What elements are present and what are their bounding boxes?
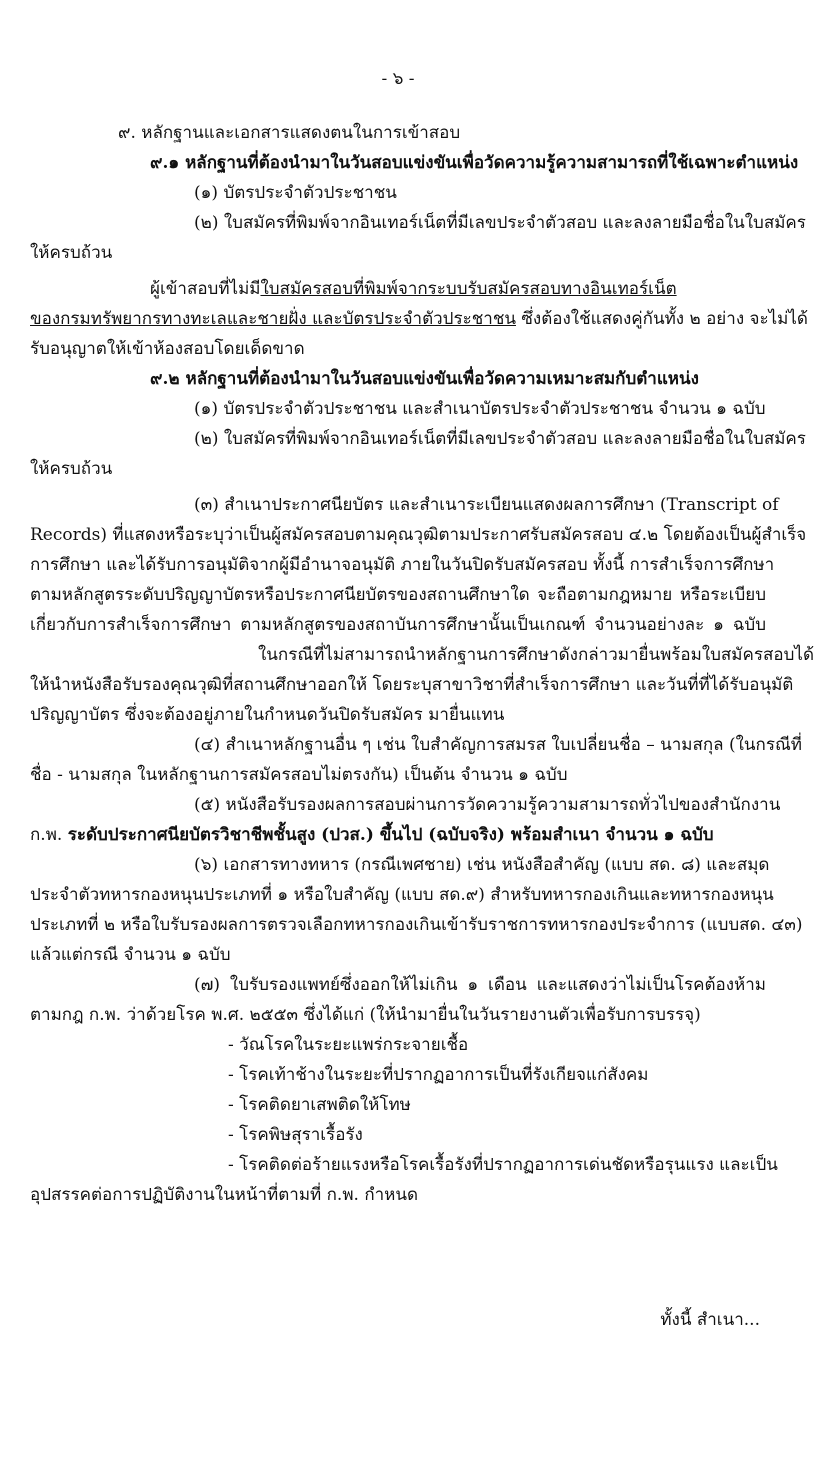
s92-item-6-line-4: แล้วแต่กรณี จำนวน ๑ ฉบับ (30, 945, 231, 965)
s91-item-2-line-1: (๒) ใบสมัครที่พิมพ์จากอินเทอร์เน็ตที่มีเลขประจำตัวสอบ และลงลายมือชื่อในใบสมัคร (194, 213, 806, 233)
s91-item-1: (๑) บัตรประจำตัวประชาชน (194, 183, 397, 203)
s92-item-5-line-2 (30, 820, 766, 850)
s92-item-2-line-2: ให้ครบถ้วน (30, 459, 113, 479)
s92-item-3-line-8: ปริญญาบัตร ซึ่งจะต้องอยู่ภายในกำหนดวันปิดรับสมัคร มายื่นแทน (30, 705, 505, 725)
s92-item-3-line-3: การศึกษา และได้รับการอนุมัติจากผู้มีอำนาจอนุมัติ ภายในวันปิดรับสมัครสอบ ทั้งนี้ การสำเร็จการศึกษา (30, 555, 775, 575)
s92-item-7-line-2: ตามกฎ ก.พ. ว่าด้วยโรค พ.ศ. ๒๕๕๓ ซึ่งได้แก่ (ให้นำมายื่นในวันรายงานตัวเพื่อรับการบรรจุ) (30, 1005, 701, 1025)
disease-item-5-line-1: - โรคติดต่อร้ายแรงหรือโรคเรื้อรังที่ปรากฏอาการเด่นชัดหรือรุนแรง และเป็น (228, 1155, 778, 1175)
s92-item-3-line-7: ให้นำหนังสือรับรองคุณวุฒิที่สถานศึกษาออกให้ โดยระบุสาขาวิชาที่สำเร็จการศึกษา และวันที่ที่ได้รับอนุมัติ (30, 675, 794, 695)
s92-item-5-line-1: (๕) หนังสือรับรองผลการสอบผ่านการวัดความรู้ความสามารถทั่วไปของสำนักงาน (194, 795, 781, 815)
s92-item-3-line-2: Records) ที่แสดงหรือระบุว่าเป็นผู้สมัครสอบตามคุณวุฒิตามประกาศรับสมัครสอบ ๔.๒ โดยต้องเป็นผู้สำเร็จ (30, 525, 807, 545)
closing-continuation: ทั้งนี้ สำเนา... (660, 1310, 760, 1330)
s92-item-3-line-6: ในกรณีที่ไม่สามารถนำหลักฐานการศึกษาดังกล่าวมายื่นพร้อมใบสมัครสอบได้ (258, 645, 814, 665)
s91-note-underline-2: ของกรมทรัพยากรทางทะเลและชายฝั่ง และบัตรประจำตัวประชาชน (30, 309, 516, 329)
s92-item-2-line-1: (๒) ใบสมัครที่พิมพ์จากอินเทอร์เน็ตที่มีเลขประจำตัวสอบ และลงลายมือชื่อในใบสมัคร (194, 429, 806, 449)
disease-item: - โรคพิษสุราเรื้อรัง (228, 1125, 363, 1145)
disease-item: - วัณโรคในระยะแพร่กระจายเชื้อ (228, 1035, 469, 1055)
s91-note-post: ซึ่งต้องใช้แสดงคู่กันทั้ง ๒ อย่าง จะไม่ได้ (515, 309, 808, 329)
section-9-heading: ๙. หลักฐานและเอกสารแสดงตนในการเข้าสอบ (118, 123, 461, 143)
s92-item-6-line-3: ประเภทที่ ๒ หรือใบรับรองผลการตรวจเลือกทหารกองเกินเข้ารับราชการทหารกองประจำการ (แบบสด. ๔๓) (30, 915, 803, 935)
disease-item: - โรคเท้าช้างในระยะที่ปรากฏอาการเป็นที่รังเกียจแก่สังคม (228, 1065, 649, 1085)
s92-item-3-line-1: (๓) สำเนาประกาศนียบัตร และสำเนาระเบียนแสดงผลการศึกษา (Transcript of (194, 495, 779, 515)
s92-item-3-line-4: ตามหลักสูตรระดับปริญญาบัตรหรือประกาศนียบัตรของสถานศึกษาใด จะถือตามกฎหมาย หรือระเบียบ (30, 585, 766, 605)
s92-item-4-line-1: (๔) สำเนาหลักฐานอื่น ๆ เช่น ใบสำคัญการสมรส ใบเปลี่ยนชื่อ – นามสกุล (ในกรณีที่ (194, 735, 802, 755)
s92-item-4-line-2: ชื่อ - นามสกุล ในหลักฐานการสมัครสอบไม่ตรงกัน) เป็นต้น จำนวน ๑ ฉบับ (30, 765, 568, 785)
s92-item-1: (๑) บัตรประจำตัวประชาชน และสำเนาบัตรประจำตัวประชาชน จำนวน ๑ ฉบับ (194, 399, 766, 419)
section-9-2-heading: ๙.๒ หลักฐานที่ต้องนำมาในวันสอบแข่งขันเพื่อวัดความเหมาะสมกับตำแหน่ง (150, 369, 699, 389)
disease-item-5-line-2: อุปสรรคต่อการปฏิบัติงานในหน้าที่ตามที่ ก.พ. กำหนด (30, 1185, 419, 1205)
s91-note-underline-1: ใบสมัครสอบที่พิมพ์จากระบบรับสมัครสอบทางอินเทอร์เน็ต (260, 279, 677, 299)
s92-item-5-bold: ระดับประกาศนียบัตรวิชาชีพชั้นสูง (ปวส.) ขึ้นไป (ฉบับจริง) พร้อมสำเนา จำนวน ๑ ฉบับ (67, 825, 714, 845)
s91-note-line-1 (30, 274, 766, 304)
s91-note-pre: ผู้เข้าสอบที่ไม่มี (150, 279, 261, 299)
s92-item-5-prefix: ก.พ. (30, 825, 68, 845)
s91-note-line-2 (30, 304, 808, 334)
s92-item-7-line-1: (๗) ใบรับรองแพทย์ซึ่งออกให้ไม่เกิน ๑ เดือน และแสดงว่าไม่เป็นโรคต้องห้าม (194, 975, 766, 995)
s91-note-line-3: รับอนุญาตให้เข้าห้องสอบโดยเด็ดขาด (30, 339, 305, 359)
s92-item-6-line-2: ประจำตัวทหารกองหนุนประเภทที่ ๑ หรือใบสำคัญ (แบบ สด.๙) สำหรับทหารกองเกินและทหารกองหนุน (30, 885, 774, 905)
s91-item-2-line-2: ให้ครบถ้วน (30, 243, 113, 263)
s92-item-6-line-1: (๖) เอกสารทางทหาร (กรณีเพศชาย) เช่น หนังสือสำคัญ (แบบ สด. ๘) และสมุด (194, 855, 770, 875)
page-number: - ๖ - (381, 69, 415, 89)
section-9-1-heading: ๙.๑ หลักฐานที่ต้องนำมาในวันสอบแข่งขันเพื่อวัดความรู้ความสามารถที่ใช้เฉพาะตำแหน่ง (150, 153, 799, 173)
s92-item-3-line-5: เกี่ยวกับการสำเร็จการศึกษา ตามหลักสูตรของสถาบันการศึกษานั้นเป็นเกณฑ์ จำนวนอย่างละ ๑ ฉบับ (30, 615, 766, 635)
disease-item: - โรคติดยาเสพติดให้โทษ (228, 1095, 411, 1115)
